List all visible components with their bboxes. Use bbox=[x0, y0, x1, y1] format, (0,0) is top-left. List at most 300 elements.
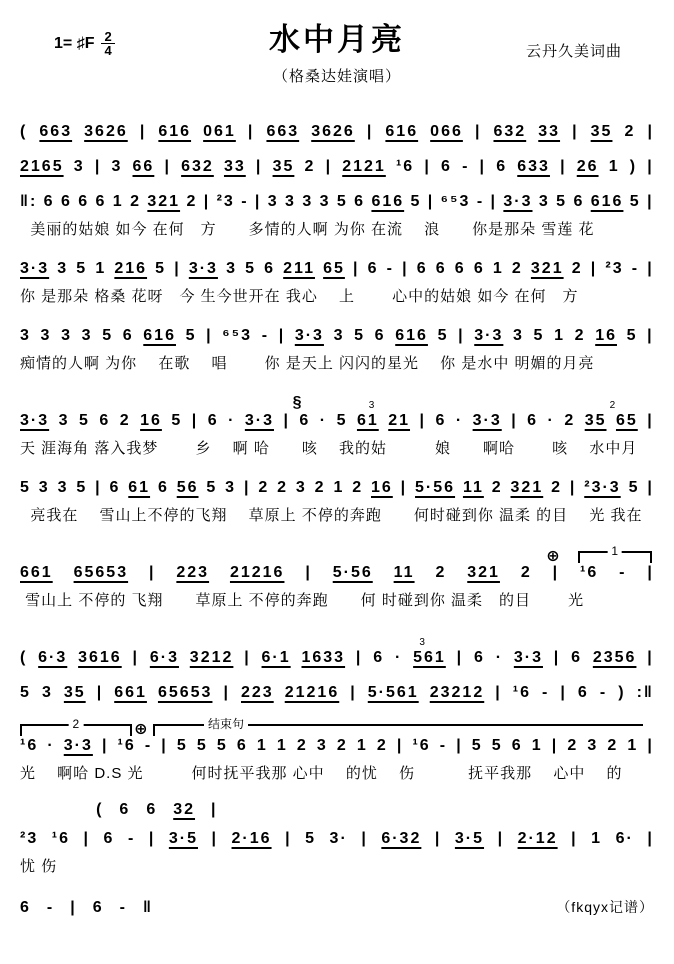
barline: | bbox=[569, 479, 577, 496]
note-group: ²3 bbox=[605, 260, 624, 277]
note-group: 21216 bbox=[284, 684, 340, 701]
note-group: 6 bbox=[354, 193, 366, 210]
note-group: 5 bbox=[491, 737, 503, 754]
notation-line bbox=[20, 564, 654, 582]
note-group: 632 bbox=[181, 158, 214, 175]
barline: | bbox=[572, 123, 579, 140]
barline: | bbox=[255, 158, 263, 175]
note-group: · bbox=[455, 412, 464, 429]
note-group: ‖: bbox=[20, 193, 38, 210]
ending-phrase-bracket: 结束句 bbox=[153, 724, 643, 736]
note-group: 616 bbox=[158, 123, 192, 140]
notation-line bbox=[20, 412, 654, 430]
note-group: - bbox=[241, 193, 249, 210]
barline: | bbox=[511, 412, 518, 429]
barline: | bbox=[101, 737, 109, 754]
score-system bbox=[20, 394, 654, 462]
note-group: 6 bbox=[473, 260, 485, 277]
note-group: 5 bbox=[185, 327, 197, 344]
note-group: ¹6 bbox=[117, 737, 136, 754]
note-group: 23212 bbox=[429, 684, 485, 701]
barline: | bbox=[247, 123, 255, 140]
note-group: - bbox=[542, 684, 550, 701]
note-group: 5 bbox=[216, 737, 228, 754]
note-group: 321 bbox=[467, 564, 500, 581]
note-group: 2 bbox=[607, 737, 619, 754]
note-group: 3·3 bbox=[188, 260, 218, 277]
note-group: 3212 bbox=[189, 649, 234, 666]
annotation-row bbox=[20, 719, 654, 737]
note-group: ⁶⁵3 bbox=[222, 327, 253, 344]
notation-line bbox=[20, 830, 654, 848]
barline: | bbox=[244, 649, 251, 666]
note-group: 3 bbox=[285, 193, 296, 210]
note-group: 6·1 bbox=[261, 649, 291, 666]
note-group: 6 bbox=[43, 193, 55, 210]
barline: | bbox=[552, 564, 560, 581]
barline: | bbox=[495, 684, 502, 701]
note-group: 5 bbox=[102, 327, 114, 344]
note-group: ) bbox=[618, 684, 626, 701]
notation-line bbox=[20, 897, 654, 917]
note-group: 1633 bbox=[301, 649, 346, 666]
note-group: 2·12 bbox=[517, 830, 558, 847]
notation-line bbox=[20, 260, 654, 278]
barline: | bbox=[424, 158, 431, 175]
note-group: 6·3 bbox=[149, 649, 179, 666]
note-group: ⁶⁵3 bbox=[440, 193, 471, 210]
composer-credit: 云丹久美词曲 bbox=[525, 43, 622, 60]
note-group: ‖ bbox=[142, 899, 153, 916]
barline: | bbox=[353, 260, 360, 277]
barline: | bbox=[400, 479, 408, 496]
performer-subtitle: （格桑达娃演唱） bbox=[272, 68, 401, 85]
note-group: 35 bbox=[584, 412, 607, 429]
score bbox=[20, 123, 654, 917]
score-system bbox=[20, 260, 654, 310]
barline: | bbox=[211, 801, 218, 818]
barline: | bbox=[161, 737, 168, 754]
note-group: 16 bbox=[371, 479, 393, 496]
note-group: 616 bbox=[385, 123, 419, 140]
note-group: 5 bbox=[155, 260, 167, 277]
meter-numerator: 2 bbox=[101, 30, 114, 44]
note-group: 3·3 bbox=[20, 412, 50, 429]
barline: | bbox=[647, 260, 654, 277]
note-group: · bbox=[394, 649, 403, 666]
note-group: 3·3 bbox=[474, 327, 504, 344]
notation-line bbox=[20, 649, 654, 667]
note-group: 2 bbox=[571, 260, 583, 277]
note-group: 3 bbox=[267, 193, 279, 210]
note-group: 2 bbox=[567, 737, 579, 754]
barline: | bbox=[148, 564, 156, 581]
note-group: 3· bbox=[329, 830, 348, 847]
note-group: 3 bbox=[302, 193, 314, 210]
note-group: 6 bbox=[146, 801, 158, 818]
note-group: 3 bbox=[226, 260, 237, 277]
barline: | bbox=[571, 830, 578, 847]
barline: | bbox=[551, 737, 559, 754]
note-group: 16 bbox=[595, 327, 617, 344]
note-group: 35 bbox=[590, 123, 613, 140]
note-group: 6 bbox=[207, 412, 219, 429]
note-group: 5 bbox=[245, 260, 256, 277]
note-group: 2 bbox=[258, 479, 270, 496]
note-group: 661 bbox=[114, 684, 147, 701]
note-group: 6 bbox=[20, 899, 31, 916]
note-group: 1 bbox=[356, 737, 368, 754]
note-group: 2 bbox=[624, 123, 636, 140]
barline: | bbox=[132, 649, 140, 666]
barline: | bbox=[283, 412, 290, 429]
note-group: 1 bbox=[608, 158, 620, 175]
barline: | bbox=[305, 564, 312, 581]
note-group: - bbox=[462, 158, 470, 175]
note-group: 1 bbox=[333, 479, 345, 496]
barline: | bbox=[254, 193, 262, 210]
annotation-row bbox=[20, 631, 654, 649]
note-group: 633 bbox=[517, 158, 550, 175]
note-group: 6 bbox=[441, 158, 452, 175]
lyrics-line: 忧 伤 bbox=[20, 858, 58, 875]
notation-line bbox=[20, 123, 654, 141]
note-group: ²3 bbox=[20, 830, 39, 847]
volta-bracket-1: 1 bbox=[578, 551, 652, 563]
annotation-row bbox=[20, 394, 654, 412]
note-group: 61 bbox=[128, 479, 151, 496]
notation-line bbox=[20, 158, 654, 176]
note-group: 3626 bbox=[311, 123, 355, 140]
note-group: ²3 bbox=[216, 193, 235, 210]
note-group: 3 bbox=[40, 327, 52, 344]
note-group: 5 bbox=[533, 327, 545, 344]
barline: | bbox=[490, 193, 497, 210]
note-group: 1 bbox=[627, 737, 639, 754]
barline: | bbox=[419, 412, 426, 429]
barline: | bbox=[355, 649, 363, 666]
note-group: 65653 bbox=[157, 684, 213, 701]
barline: | bbox=[553, 649, 561, 666]
note-group: 616 bbox=[371, 193, 405, 210]
note-group: 3 bbox=[319, 193, 331, 210]
note-group: 6 bbox=[299, 412, 311, 429]
volta-bracket-2: 2 bbox=[20, 724, 132, 736]
coda-icon: ⊕ bbox=[134, 721, 148, 738]
notation-line bbox=[20, 327, 654, 345]
note-group: - bbox=[127, 830, 136, 847]
barline: | bbox=[402, 260, 409, 277]
note-group: 3 bbox=[225, 479, 237, 496]
note-group: ( bbox=[20, 123, 28, 140]
note-group: 3 bbox=[57, 479, 69, 496]
note-group: · bbox=[47, 737, 55, 754]
note-group: ¹6 bbox=[51, 830, 70, 847]
note-group: 32 bbox=[173, 801, 196, 818]
note-group: 5 bbox=[171, 412, 183, 429]
barline: | bbox=[590, 260, 598, 277]
score-system bbox=[20, 684, 654, 702]
note-group: 1 bbox=[531, 737, 543, 754]
barline: | bbox=[83, 830, 91, 847]
barline: | bbox=[427, 193, 435, 210]
notation-line bbox=[20, 193, 654, 211]
note-group: 3616 bbox=[78, 649, 122, 666]
note-group: 6 bbox=[435, 260, 447, 277]
note-group: 3 bbox=[58, 412, 70, 429]
triplet-number: 3 bbox=[419, 637, 425, 648]
barline: | bbox=[94, 158, 102, 175]
note-group: 6 bbox=[511, 737, 523, 754]
note-group: 6 bbox=[60, 193, 72, 210]
note-group: 5 bbox=[196, 737, 208, 754]
note-group: 1 bbox=[276, 737, 288, 754]
note-group: 1 bbox=[256, 737, 268, 754]
note-group: 1 bbox=[112, 193, 124, 210]
note-group: 5·561 bbox=[367, 684, 419, 701]
note-group: 1 bbox=[591, 830, 603, 847]
note-group: 26 bbox=[576, 158, 599, 175]
lyrics-line: 雪山上 不停的 飞翔 草原上 不停的奔跑 何 时碰到你 温柔 的目 光 bbox=[20, 592, 585, 609]
note-group: - bbox=[119, 899, 127, 916]
note-group: 16 bbox=[140, 412, 162, 429]
note-group: 5 bbox=[471, 737, 483, 754]
notation-line bbox=[20, 801, 654, 819]
note-group: ¹6 bbox=[580, 564, 599, 581]
note-group: 2 bbox=[376, 737, 388, 754]
note-group: 2356 bbox=[592, 649, 637, 666]
note-group: 616 bbox=[395, 327, 428, 344]
note-group: 21216 bbox=[229, 564, 285, 581]
barline: | bbox=[203, 193, 211, 210]
notation-line bbox=[20, 684, 654, 702]
note-group: - bbox=[476, 193, 485, 210]
note-group: 5 bbox=[629, 193, 641, 210]
note-group: 2 bbox=[511, 260, 523, 277]
note-group: 5 bbox=[206, 479, 218, 496]
note-group: 3 bbox=[316, 737, 328, 754]
note-group: · bbox=[547, 412, 555, 429]
note-group: 2 bbox=[277, 479, 288, 496]
score-system bbox=[20, 830, 654, 880]
barline: | bbox=[647, 479, 654, 496]
barline: | bbox=[206, 327, 213, 344]
note-group: 3 bbox=[61, 327, 72, 344]
barline: | bbox=[647, 412, 654, 429]
note-group: - bbox=[619, 564, 627, 581]
annotation-row bbox=[20, 546, 654, 564]
score-system bbox=[20, 897, 654, 917]
note-group: 3 bbox=[111, 158, 123, 175]
note-group: 2·16 bbox=[231, 830, 272, 847]
note-group: 2 bbox=[435, 564, 447, 581]
barline: | bbox=[243, 479, 251, 496]
notation-line bbox=[20, 737, 654, 755]
note-group: 3·3 bbox=[244, 412, 274, 429]
barline: | bbox=[560, 158, 567, 175]
note-group: 3·3 bbox=[63, 737, 93, 754]
note-group: 5 bbox=[336, 412, 348, 429]
barline: | bbox=[647, 564, 654, 581]
barline: | bbox=[350, 684, 357, 701]
barline: | bbox=[325, 158, 333, 175]
note-group: ( bbox=[96, 801, 104, 818]
note-group: 216 bbox=[114, 260, 148, 277]
barline: | bbox=[96, 684, 104, 701]
barline: | bbox=[647, 737, 654, 754]
note-group: 5 bbox=[336, 193, 348, 210]
note-group: 5·56 bbox=[415, 479, 456, 496]
note-group: 2 bbox=[119, 412, 131, 429]
note-group: 321 bbox=[530, 260, 564, 277]
time-signature bbox=[101, 30, 114, 57]
note-group: 3·3 bbox=[20, 260, 50, 277]
note-group: 35 bbox=[272, 158, 295, 175]
duplet-number: 2 bbox=[609, 400, 616, 411]
note-group: 21 bbox=[388, 412, 411, 429]
coda-icon: ⊕ bbox=[546, 548, 560, 565]
note-group: 061 bbox=[203, 123, 236, 140]
note-group: - bbox=[386, 260, 394, 277]
barline: | bbox=[366, 123, 374, 140]
score-system bbox=[20, 546, 654, 614]
key-signature bbox=[54, 30, 115, 57]
lyrics-line: 你 是那朵 格桑 花呀 今 生今世开在 我心 上 心中的姑娘 如今 在何 方 bbox=[20, 288, 579, 305]
note-group: 616 bbox=[143, 327, 176, 344]
note-group: 6 bbox=[454, 260, 466, 277]
note-group: 66 bbox=[132, 158, 155, 175]
barline: | bbox=[174, 260, 181, 277]
barline: | bbox=[647, 649, 654, 666]
note-group: 6 bbox=[435, 412, 447, 429]
barline: | bbox=[396, 737, 404, 754]
note-group: 663 bbox=[39, 123, 73, 140]
note-group: 11 bbox=[462, 479, 484, 496]
note-group: 6· bbox=[615, 830, 634, 847]
note-group: 5 bbox=[20, 684, 31, 701]
note-group: · bbox=[319, 412, 328, 429]
barline: | bbox=[647, 158, 654, 175]
score-system bbox=[20, 719, 654, 787]
barline: | bbox=[148, 830, 156, 847]
note-group: 5 bbox=[626, 327, 638, 344]
note-group: 5 bbox=[437, 327, 449, 344]
note-group: ) bbox=[629, 158, 638, 175]
note-group: 6 bbox=[374, 327, 386, 344]
note-group: 211 bbox=[283, 260, 315, 277]
note-group: 33 bbox=[538, 123, 561, 140]
note-group: 2 bbox=[314, 479, 326, 496]
note-group: 2 bbox=[352, 479, 364, 496]
barline: | bbox=[285, 830, 292, 847]
note-group: 3·3 bbox=[503, 193, 533, 210]
barline: | bbox=[70, 899, 77, 916]
note-group: 6 bbox=[571, 649, 583, 666]
note-group: 6 bbox=[473, 649, 485, 666]
note-group: 2 bbox=[564, 412, 576, 429]
note-group: 5 bbox=[354, 327, 366, 344]
meter-denominator: 4 bbox=[104, 43, 112, 58]
score-system bbox=[20, 123, 654, 141]
note-group: 3 bbox=[333, 327, 345, 344]
note-group: 3·5 bbox=[168, 830, 198, 847]
note-group: 3 bbox=[81, 327, 93, 344]
note-group: 6 bbox=[367, 260, 379, 277]
note-group: · bbox=[495, 649, 504, 666]
lyrics-line: 痴情的人啊 为你 在歌 唱 你 是天上 闪闪的星光 你 是水中 明媚的月亮 bbox=[20, 355, 595, 372]
note-group: 3·3 bbox=[294, 327, 324, 344]
note-group: 661 bbox=[20, 564, 53, 581]
note-group: 6 bbox=[573, 193, 585, 210]
key-text: 1= ♯F bbox=[54, 34, 95, 52]
note-group: 5 bbox=[76, 260, 88, 277]
note-group: 1 bbox=[492, 260, 504, 277]
barline: | bbox=[278, 327, 286, 344]
notation-line bbox=[20, 479, 654, 497]
note-group: 6 bbox=[577, 684, 589, 701]
barline: | bbox=[497, 830, 505, 847]
note-group: 61 bbox=[356, 412, 379, 429]
note-group: ( bbox=[20, 649, 28, 666]
segno-icon: § bbox=[292, 394, 302, 411]
note-group: - bbox=[144, 737, 153, 754]
note-group: 6 bbox=[236, 737, 248, 754]
note-group: 56 bbox=[176, 479, 199, 496]
barline: | bbox=[434, 830, 442, 847]
note-group: 3 bbox=[38, 479, 50, 496]
barline: | bbox=[223, 684, 230, 701]
note-group: 6 bbox=[78, 193, 90, 210]
note-group: 3626 bbox=[84, 123, 128, 140]
note-group: 2 bbox=[574, 327, 586, 344]
barline: | bbox=[361, 830, 368, 847]
transcriber-credit: （fkqyx记谱） bbox=[556, 899, 654, 915]
barline: | bbox=[456, 649, 464, 666]
note-group: 6 bbox=[527, 412, 539, 429]
note-group: 632 bbox=[493, 123, 527, 140]
note-group: 65653 bbox=[73, 564, 129, 581]
lyrics-line: 光 啊哈 D.S 光 何时抚平我那 心中 的忧 伤 抚平我那 心中 的 bbox=[20, 765, 623, 782]
barline: | bbox=[191, 412, 199, 429]
note-group: 321 bbox=[147, 193, 181, 210]
note-group: 11 bbox=[393, 564, 415, 581]
score-system bbox=[20, 801, 654, 819]
note-group: 3 bbox=[587, 737, 599, 754]
note-group: - bbox=[599, 684, 608, 701]
score-system bbox=[20, 158, 654, 176]
note-group: 6 bbox=[103, 830, 115, 847]
note-group: 6 bbox=[416, 260, 428, 277]
note-group: 2121 bbox=[342, 158, 386, 175]
note-group: 33 bbox=[223, 158, 246, 175]
note-group: 5 bbox=[628, 479, 640, 496]
note-group: 6 bbox=[496, 158, 508, 175]
page-title: 水中月亮 bbox=[269, 22, 405, 57]
note-group: 3·3 bbox=[472, 412, 502, 429]
barline: | bbox=[560, 684, 567, 701]
note-group: - bbox=[46, 899, 55, 916]
barline: | bbox=[95, 479, 102, 496]
note-group: 6 bbox=[373, 649, 385, 666]
note-group: 2 bbox=[304, 158, 316, 175]
note-group: 066 bbox=[430, 123, 463, 140]
note-group: 2165 bbox=[20, 158, 64, 175]
note-group: 2 bbox=[130, 193, 141, 210]
note-group: 1 bbox=[554, 327, 565, 344]
note-group: 6 bbox=[95, 193, 107, 210]
note-group: 2 bbox=[186, 193, 198, 210]
note-group: 1 bbox=[95, 260, 107, 277]
